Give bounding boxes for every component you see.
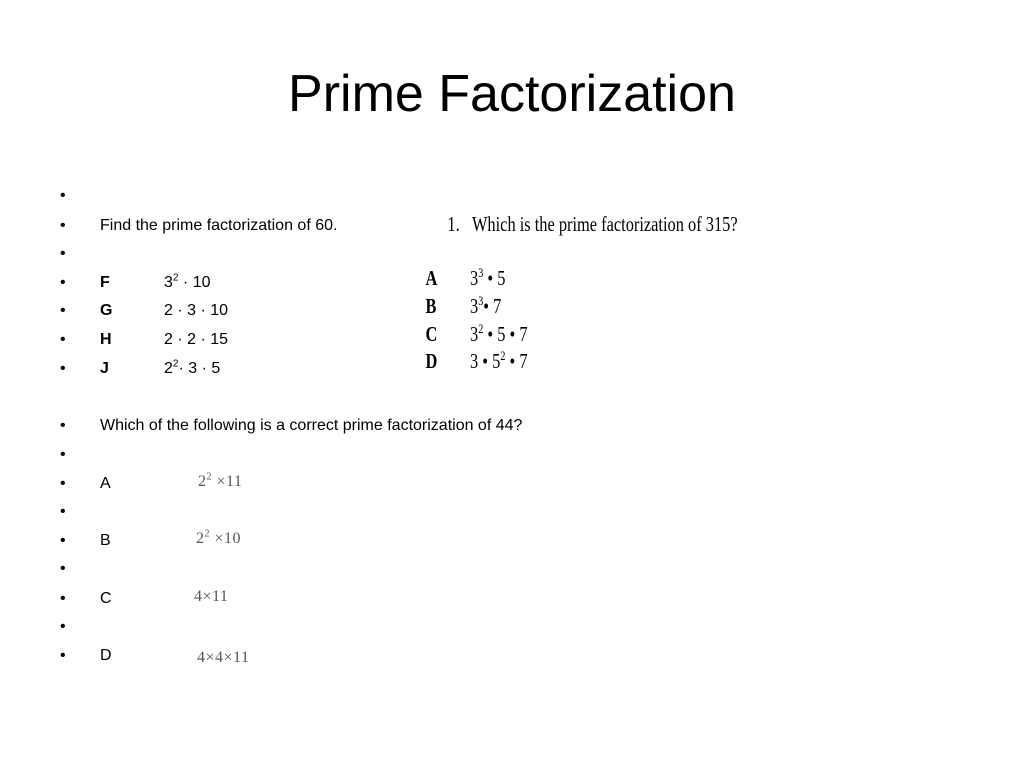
- expr-base: 3: [470, 294, 479, 318]
- bullet-dot: •: [60, 360, 66, 377]
- option-expression: [470, 322, 528, 347]
- expr-exponent: 2: [172, 272, 179, 284]
- expr-rest: · 3 · 5: [178, 360, 221, 377]
- bullet-empty: [60, 186, 1020, 206]
- expr-base: 2: [196, 530, 205, 547]
- expr-exponent: 3: [478, 293, 484, 308]
- option-expression: [470, 349, 528, 374]
- expr-rest: · 10: [178, 274, 211, 291]
- bullet-dot: •: [60, 446, 66, 463]
- option-letter: A: [100, 475, 111, 492]
- bullet-dot: •: [60, 647, 66, 664]
- bullet-dot: •: [60, 331, 66, 348]
- option-formula-image: [196, 529, 241, 549]
- bullet-dot: •: [60, 302, 66, 319]
- bullet-dot: •: [60, 475, 66, 492]
- expr-rest: • 7: [483, 294, 502, 318]
- option-letter: B: [100, 532, 111, 549]
- option-formula-image: 4×4×11: [197, 649, 250, 666]
- option-letter: D: [425, 349, 438, 373]
- expr-exponent: 2: [172, 358, 179, 370]
- option-expression: 2 · 2 · 15: [164, 331, 229, 348]
- bullet-empty: [60, 445, 1020, 465]
- expr-rest: ×11: [212, 473, 243, 490]
- bullet-dot: •: [60, 417, 66, 434]
- option-expression: [470, 266, 505, 291]
- expr-rest: • 7: [505, 349, 528, 373]
- option-formula-image: [198, 472, 242, 492]
- bullet-dot: •: [60, 187, 66, 204]
- expr-base: 3: [470, 266, 479, 290]
- expr-exponent: 2: [478, 321, 484, 336]
- bullet-dot: •: [60, 503, 66, 520]
- q2-option-b: [60, 528, 1020, 551]
- option-expression: [164, 273, 210, 293]
- expr-rest: ×10: [210, 530, 242, 547]
- expr-base: 3: [470, 322, 479, 346]
- expr-base: 2: [164, 360, 173, 377]
- expr-rest: • 5: [483, 266, 506, 290]
- q2-prompt: Which of the following is a correct prime factorization of 44?: [100, 417, 523, 434]
- option-letter: H: [100, 331, 112, 348]
- option-letter: A: [425, 266, 438, 290]
- q315-number: 1.: [447, 212, 460, 236]
- option-formula-image: 4×11: [194, 588, 229, 605]
- slide-title: Prime Factorization: [288, 65, 736, 123]
- bullet-dot: •: [60, 560, 66, 577]
- option-letter: G: [100, 302, 113, 319]
- bullet-dot: •: [60, 618, 66, 635]
- expr-exponent: 2: [206, 471, 212, 483]
- option-expression: [164, 359, 220, 379]
- expr-base: 2: [198, 473, 207, 490]
- option-letter: C: [425, 322, 438, 346]
- expr-exponent: 3: [478, 265, 484, 280]
- expr-prefix: 3 • 5: [470, 349, 501, 373]
- option-letter: C: [100, 590, 112, 607]
- bullet-dot: •: [60, 245, 66, 262]
- expr-rest: • 5 • 7: [483, 322, 528, 346]
- option-letter: J: [100, 360, 109, 377]
- expr-base: 3: [164, 274, 173, 291]
- option-expression: 2 · 3 · 10: [164, 302, 229, 319]
- bullet-dot: •: [60, 274, 66, 291]
- bullet-empty: [60, 559, 1020, 579]
- expr-exponent: 2: [500, 348, 506, 363]
- q315-question: Which is the prime factorization of 315?: [471, 212, 738, 236]
- q2-option-d: [60, 646, 1020, 666]
- q2-prompt-item: [60, 416, 1020, 436]
- bullet-dot: •: [60, 532, 66, 549]
- q315-image: [424, 212, 738, 382]
- bullet-dot: •: [60, 217, 66, 234]
- bullet-empty: [60, 617, 1020, 637]
- q315-prompt: [447, 212, 737, 237]
- option-expression: [470, 294, 501, 319]
- bullet-dot: •: [60, 590, 66, 607]
- q1-prompt: Find the prime factorization of 60.: [100, 217, 338, 234]
- bullet-empty: [60, 502, 1020, 522]
- expr-exponent: 2: [204, 528, 210, 540]
- q2-option-c: [60, 589, 1020, 609]
- option-letter: F: [100, 274, 110, 291]
- option-letter: D: [100, 647, 112, 664]
- option-letter: B: [425, 294, 437, 318]
- q2-option-a: [60, 471, 1020, 494]
